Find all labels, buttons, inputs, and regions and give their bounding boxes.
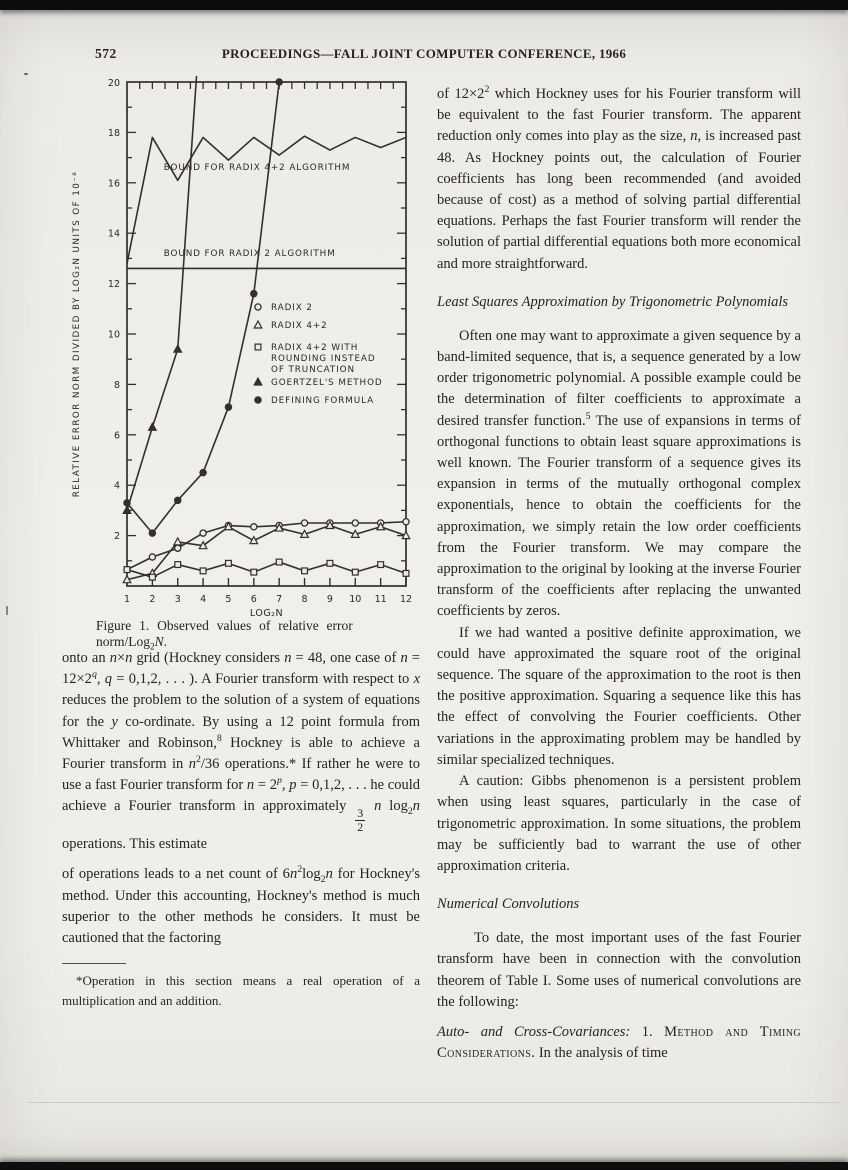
paragraph: To date, the most important uses of the fast Fourier transform have been in connection with the convolution theorem of Table I. Some uses of numerical convolutions are the following: [437, 930, 801, 1010]
section-heading: Numerical Convolutions [437, 896, 580, 913]
svg-text:8: 8 [301, 594, 308, 605]
svg-text:2: 2 [113, 531, 120, 543]
svg-text:BOUND FOR RADIX 4+2 ALGORITHM: BOUND FOR RADIX 4+2 ALGORITHM [163, 163, 351, 174]
paragraph: of $12\times 2^2$ which Hockney uses for his Fourier transform will be equivalent to the fast Fourier transform. The apparent reduction only comes into play as the size, n, is increased past 48. As Hockney points out, the calculation of Fourier coefficients has long been recommended (and avoided because of cost) as a method of solving partial differential equations. Perhaps the fast Fourier transform will render the solution of partial differential equations both more economical and more straightforward. [437, 84, 802, 272]
scan-fold-line [28, 1102, 840, 1103]
scan-edge-top [0, 0, 848, 10]
svg-text:RELATIVE ERROR NORM DIVIDED BY: RELATIVE ERROR NORM DIVIDED BY LOG₂N UNITS OF 10⁻⁸ [72, 170, 82, 498]
svg-text:RADIX 2: RADIX 2 [271, 303, 313, 313]
svg-text:4: 4 [200, 594, 207, 605]
svg-text:GOERTZEL'S METHOD: GOERTZEL'S METHOD [271, 378, 383, 388]
svg-text:1: 1 [123, 594, 131, 605]
svg-text:6: 6 [113, 430, 120, 442]
page-number: 572 [95, 46, 117, 61]
scan-speck [6, 606, 8, 615]
svg-text:RADIX 4+2 WITH: RADIX 4+2 WITH [271, 343, 359, 353]
svg-text:ROUNDING INSTEAD: ROUNDING INSTEAD [271, 354, 376, 364]
figure-chart [60, 72, 424, 624]
paragraph: Often one may want to approximate a given sequence by a band-limited sequence, that is, a sequence generated by a low order trigonometric polynomial. A possible example could be the determination of filter coefficients to approximate a desired transfer function.$^5$ The use of expansions in terms of orthogonal functions to obtain least square approximations is well known. The Fourier transform of a sequence gives its expansion in terms of the mutually orthogonal complex exponentials, hence to obtain the coefficients for the approximation, we simply retain the low order coefficients from the Fourier transform. We may compare the approximation to the original by looking at the inverse Fourier transform of the coefficients after replacing the unwanted coefficients by zeros. [437, 327, 801, 620]
figure-1 [60, 72, 424, 629]
svg-text:OF TRUNCATION: OF TRUNCATION [271, 365, 355, 375]
paragraph: of operations leads to a net count of $6n^2\log_2n$ for Hockney's method. Under this accounting, Hockney's method is much superior to the other methods he considers. It must be cautioned that the factoring [62, 864, 420, 946]
svg-text:10: 10 [349, 594, 362, 605]
section-heading: Least Squares Approximation by Trigonometric Polynomials [437, 293, 789, 310]
footnote-rule [62, 963, 126, 964]
svg-text:14: 14 [107, 228, 120, 240]
paragraph: A caution: Gibbs phenomenon is a persistent problem when using least squares, particularly in the case of trigonometric approximation. In some situations, the problem may be sufficiently bad to warrant the use of other approximation criteria. [437, 773, 801, 874]
right-column [437, 84, 801, 1064]
svg-text:6: 6 [250, 594, 257, 605]
svg-text:3: 3 [174, 594, 181, 605]
scan-edge-bottom [0, 1162, 848, 1170]
svg-text:RADIX 4+2: RADIX 4+2 [271, 321, 328, 331]
svg-text:16: 16 [107, 178, 120, 190]
svg-text:18: 18 [107, 127, 120, 139]
svg-text:7: 7 [276, 594, 283, 605]
svg-text:11: 11 [374, 594, 387, 605]
paragraph: Auto- and Cross-Covariances: 1. Method and Timing Considerations. In the analysis of time [437, 1023, 801, 1062]
svg-text:10: 10 [107, 329, 120, 341]
scan-speck [24, 73, 28, 75]
svg-text:2: 2 [149, 594, 156, 605]
svg-text:BOUND FOR RADIX 2 ALGORITHM: BOUND FOR RADIX 2 ALGORITHM [163, 248, 336, 259]
svg-text:20: 20 [107, 78, 120, 89]
fraction: $\frac{3}{2}$ [357, 805, 364, 835]
figure-caption: Figure 1. Observed values of relative error norm/Log$_2$N. [96, 618, 353, 652]
svg-text:12: 12 [399, 594, 413, 605]
svg-text:DEFINING FORMULA: DEFINING FORMULA [271, 396, 375, 406]
paragraph: onto an n×n grid (Hockney considers n = 48, one case of $n = 12\times 2^q$, q = 0,1,2, . . . ). A Fourier transform with respect to x reduces the problem to the solution of a system of equations for the y co-ordinate. By using a 12 point formula from Whittaker and Robinson,$^8$ Hockney is able to achieve a Fourier transform in $n^2/36$ operations.* If rather he were to use a fast Fourier transform for $n = 2^p$, p = 0,1,2, . . . he could achieve a Fourier transform in approximately $\frac{3}{2}$ n $\log_2n$ operations. This estimate [62, 650, 421, 853]
svg-text:5: 5 [225, 594, 232, 605]
svg-text:12: 12 [107, 279, 120, 291]
running-header: PROCEEDINGS—FALL JOINT COMPUTER CONFERENCE, 1966 [221, 46, 627, 61]
svg-text:9: 9 [326, 594, 333, 605]
svg-text:LOG₂N: LOG₂N [249, 608, 284, 619]
paragraph: If we had wanted a positive definite approximation, we could have approximated the square root of the original sequence. The square of the approximation to the root is then the positive approximation. Squaring a sequence like this has the effect of convolving the Fourier coefficients. Other variations in the approximating problem may be handled by similar specialized techniques. [437, 624, 801, 768]
svg-text:4: 4 [113, 480, 120, 492]
footnote: *Operation in this section means a real operation of a multiplication and an addition. [62, 973, 420, 1008]
svg-text:8: 8 [113, 379, 120, 391]
left-column [62, 648, 420, 1010]
